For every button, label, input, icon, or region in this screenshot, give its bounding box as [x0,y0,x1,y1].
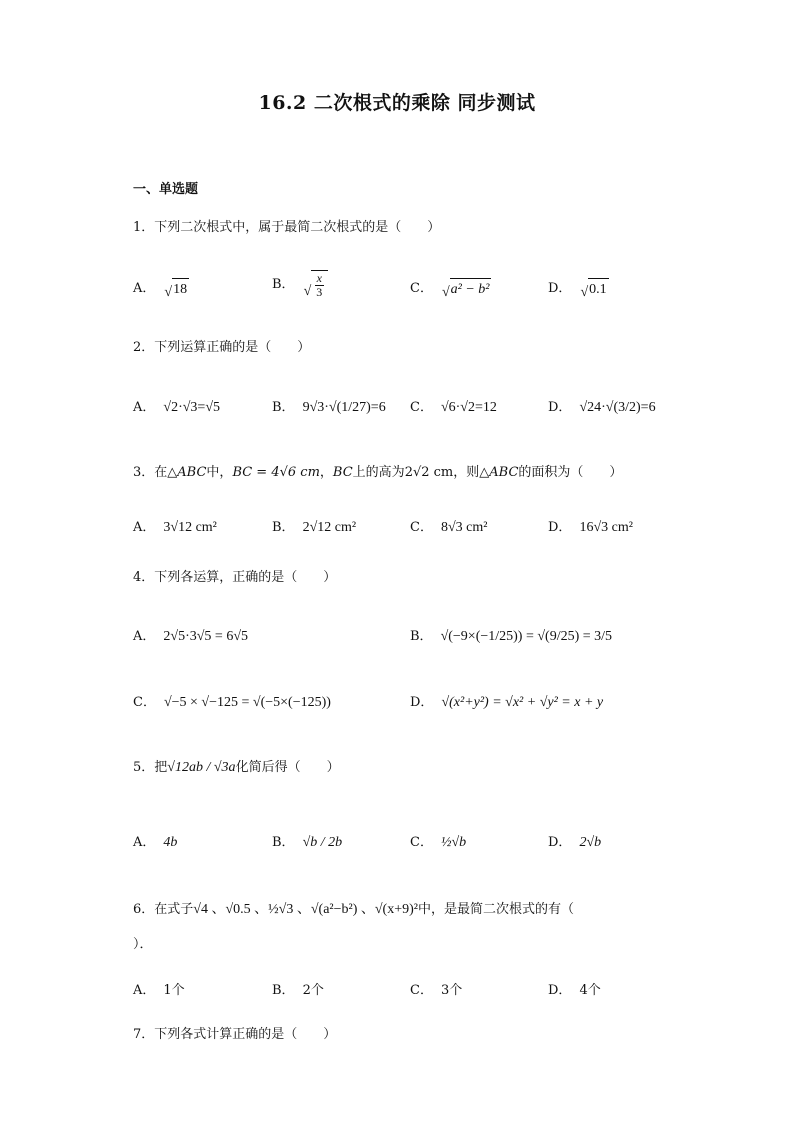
option-b: B． 2个 [272,983,324,998]
option-b: B． √ $\frac{x}{3}$ [272,270,329,299]
option-d: D． √ 0.1 [548,278,610,300]
option-a: A． 2√5·3√5 = 6√5 [133,629,248,644]
question-7: 7．下列各式计算正确的是（ ） [133,1027,337,1042]
sqrt-expr: √ a² − b² [442,278,492,300]
option-a: A． 1个 [133,983,185,998]
option-b: B． 2√12 cm² [272,520,357,535]
question-text: 下列二次根式中，属于最简二次根式的是（ ） [154,220,441,235]
sqrt-expr: √ 0.1 [580,278,608,300]
option-c: C． 3个 [410,983,463,998]
question-2: 2．下列运算正确的是（ ） [133,340,311,355]
option-c: C． √−5 × √−125 = √(−5×(−125)) [133,695,331,710]
option-d: D． 16√3 cm² [548,520,633,535]
question-6-continued: ）． [133,937,153,952]
option-c: C． √6·√2=12 [410,400,497,415]
option-a: A． 3√12 cm² [133,520,217,535]
sqrt-expr: √ $\frac{x}{3}$ [304,270,329,299]
option-a: A． √2·√3=√5 [133,400,220,415]
sqrt-expr: √ 18 [164,278,189,300]
question-5: 5．把√12ab / √3a化简后得（ ） [133,760,340,775]
option-d: D． √(x²+y²) = √x² + √y² = x + y [410,695,604,710]
question-1 [133,218,440,238]
option-d: D． √24·√(3/2)=6 [548,400,656,415]
section-heading: 一、单选题 [133,182,199,197]
option-b: B． √(−9×(−1/25)) = √(9/25) = 3/5 [410,629,613,644]
question-4: 4．下列各运算，正确的是（ ） [133,570,337,585]
question-6: 6．在式子√4 、√0.5 、½√3 、√(a²−b²) 、√(x+9)²中，是最简二次根式的有（ [133,902,574,917]
option-c: C． ½√b [410,835,467,850]
option-b: B． √b / 2b [272,835,343,850]
option-a: A． 4b [133,835,178,850]
option-c: C． √ a² − b² [410,278,492,300]
option-a: A． √ 18 [133,278,190,300]
option-d: D． 4个 [548,983,601,998]
question-number: 1． [133,220,155,235]
option-d: D． 2√b [548,835,602,850]
question-3: 3．在△ABC中，BC = 4√6 cm，BC上的高为2√2 cm，则△ABC的面积为（ ） [133,465,623,480]
option-b: B． 9√3·√(1/27)=6 [272,400,386,415]
page-title: 16.2 二次根式的乘除 同步测试 [258,92,536,114]
option-c: C． 8√3 cm² [410,520,488,535]
